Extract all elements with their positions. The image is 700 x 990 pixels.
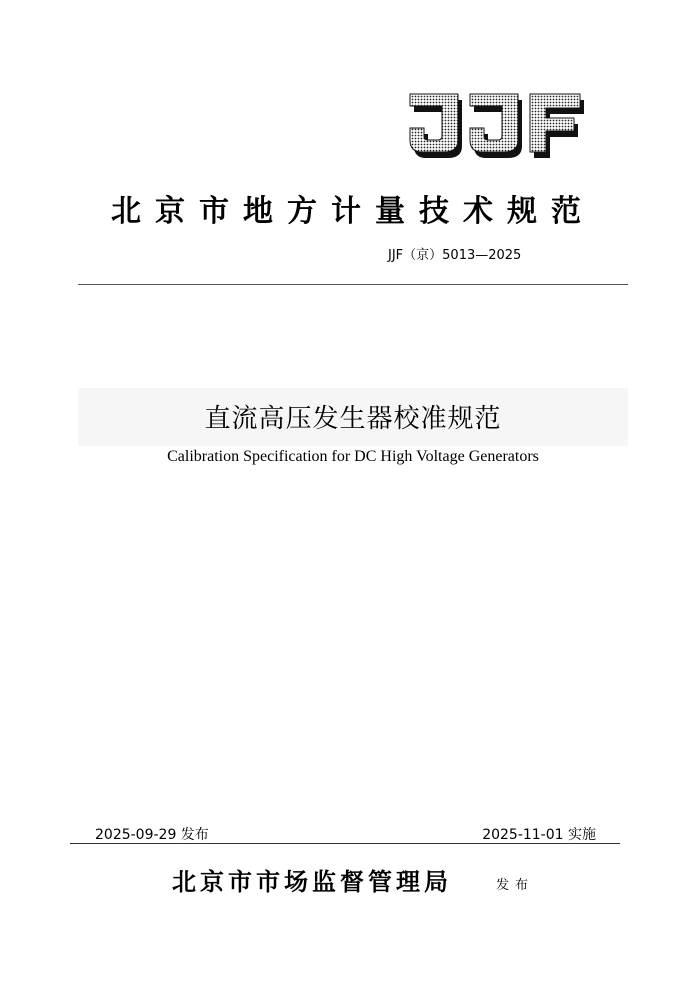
jjf-logo [408,92,586,162]
standard-category-heading: 北京市地方计量技术规范 [111,194,595,229]
issuing-authority: 北京市市场监督管理局 [172,867,452,896]
publish-date: 2025-09-29 发布 [95,827,209,843]
divider-bottom [70,843,620,844]
effective-date: 2025-11-01 实施 [482,827,596,843]
standard-code: JJF（京）5013—2025 [388,248,522,263]
issue-label: 发布 [496,878,535,893]
document-title-english: Calibration Specification for DC High Voltage Generators [167,448,539,465]
document-title-chinese: 直流高压发生器校准规范 [204,404,502,434]
logo-letter-j-1 [410,94,462,158]
divider-top [78,284,628,285]
logo-letter-f [530,94,584,158]
logo-letter-j-2 [470,94,522,158]
